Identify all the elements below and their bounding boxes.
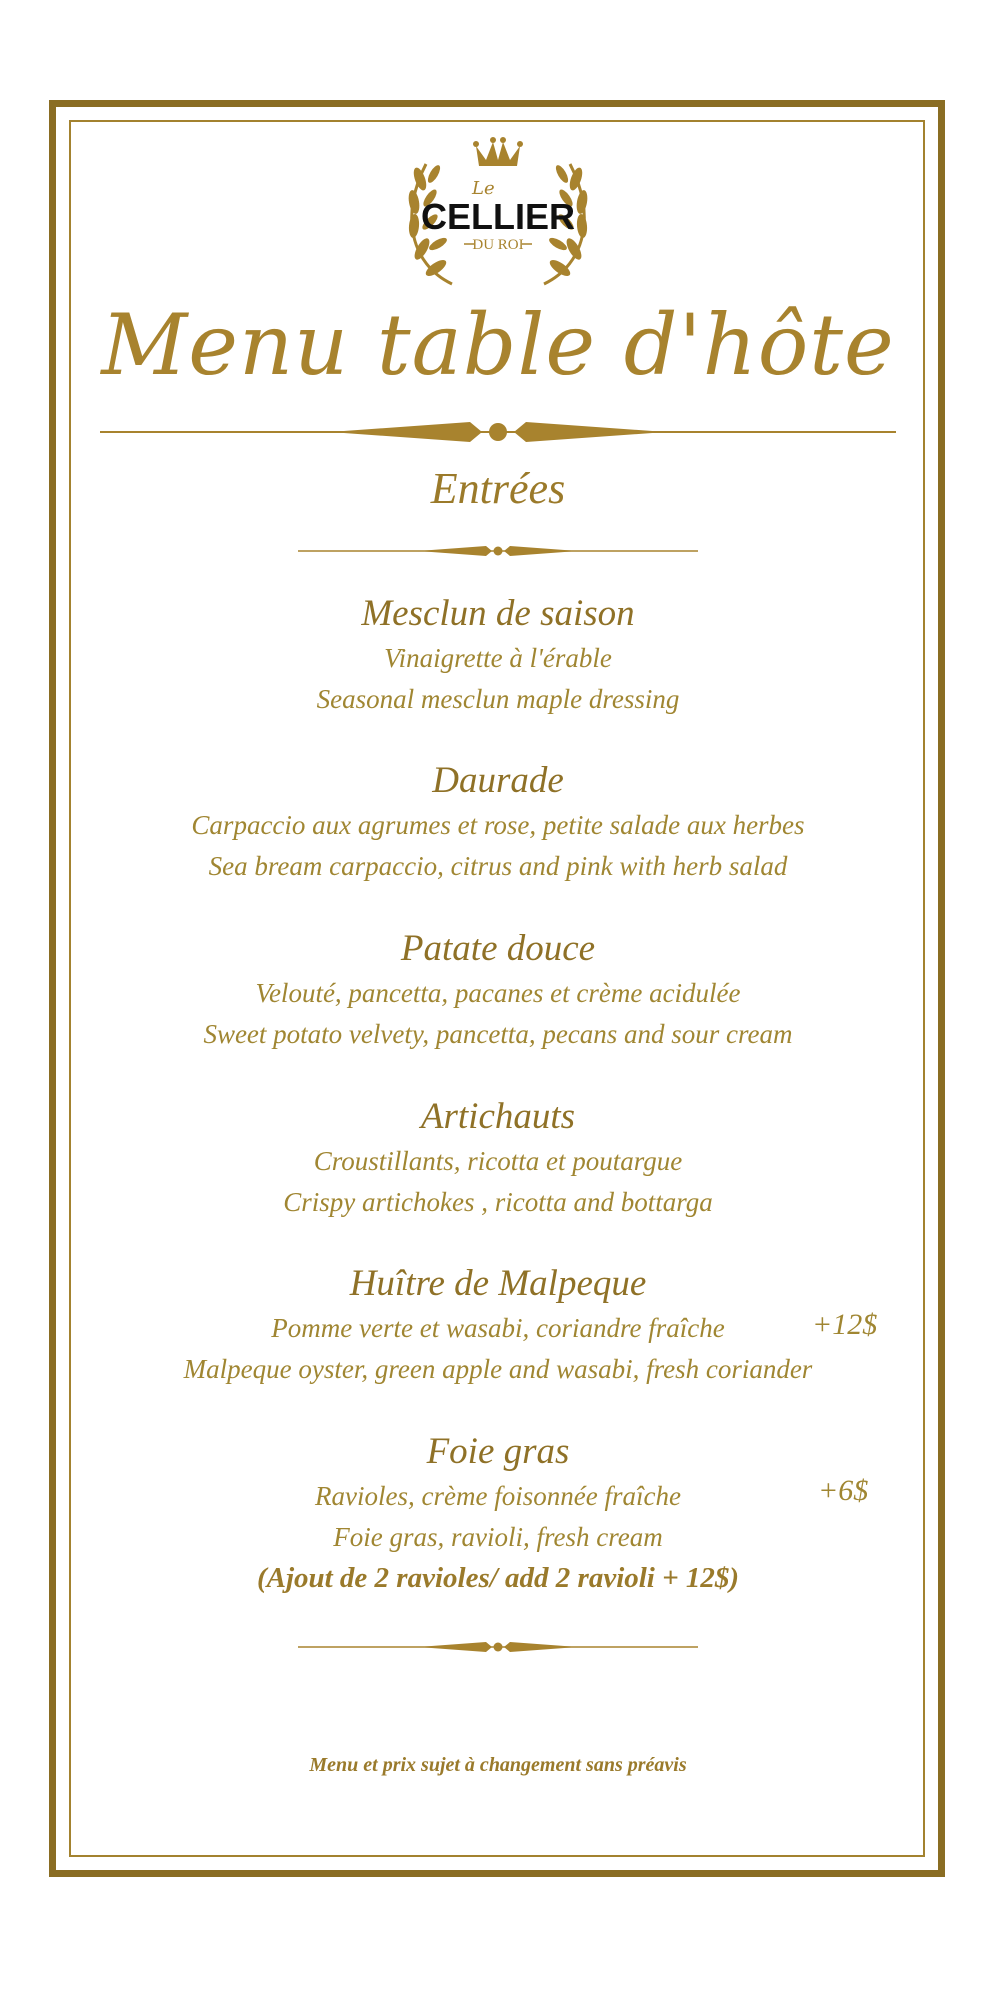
logo-le: Le	[472, 178, 495, 199]
logo-du-roi: DU ROI	[472, 237, 524, 253]
supplement-price-huitre: +12$	[812, 1308, 878, 1341]
dish-mesclun	[0, 590, 996, 720]
cellier-du-roi-logo	[390, 134, 606, 304]
main-divider	[100, 415, 896, 449]
dish-description-fr: Croustillants, ricotta et poutargue	[313, 1146, 683, 1176]
section-title-entrees: Entrées	[430, 464, 566, 513]
dish-description-en: Crispy artichokes , ricotta and bottarga	[283, 1187, 713, 1217]
dish-description-fr: Ravioles, crème foisonnée fraîche	[315, 1481, 681, 1511]
dish-description-en: Sea bream carpaccio, citrus and pink with herb salad	[208, 851, 788, 881]
dish-addon-note: (Ajout de 2 ravioles/ add 2 ravioli + 12$)	[256, 1562, 740, 1594]
dish-name: Mesclun de saison	[361, 593, 635, 634]
section-divider-bottom	[298, 1637, 698, 1657]
dish-artichauts	[0, 1093, 996, 1223]
dish-description-en: Seasonal mesclun maple dressing	[316, 684, 680, 714]
dish-description-fr: Carpaccio aux agrumes et rose, petite salade aux herbes	[191, 810, 805, 840]
dish-description-fr: Vinaigrette à l'érable	[384, 643, 612, 673]
dish-foie-gras	[0, 1428, 996, 1599]
footer-disclaimer: Menu et prix sujet à changement sans préavis	[309, 1754, 687, 1776]
menu-title: Menu table d'hôte	[101, 296, 895, 394]
dish-description-en: Foie gras, ravioli, fresh cream	[333, 1522, 663, 1552]
crown-icon	[473, 137, 523, 166]
dish-patate-douce	[0, 925, 996, 1055]
dish-description-en: Malpeque oyster, green apple and wasabi, fresh coriander	[183, 1354, 813, 1384]
dish-name: Patate douce	[400, 928, 596, 969]
supplement-price-foie-gras: +6$	[818, 1474, 869, 1507]
dish-name: Huître de Malpeque	[349, 1263, 647, 1304]
dish-daurade	[0, 757, 996, 887]
dish-description-en: Sweet potato velvety, pancetta, pecans and sour cream	[203, 1019, 793, 1049]
dish-description-fr: Velouté, pancetta, pacanes et crème acidulée	[255, 978, 741, 1008]
logo-cellier: CELLIER	[420, 196, 576, 237]
dish-name: Artichauts	[420, 1096, 576, 1137]
section-divider-top	[298, 541, 698, 561]
dish-name: Foie gras	[426, 1431, 570, 1472]
dish-description-fr: Pomme verte et wasabi, coriandre fraîche	[271, 1313, 725, 1343]
dish-name: Daurade	[432, 760, 564, 801]
